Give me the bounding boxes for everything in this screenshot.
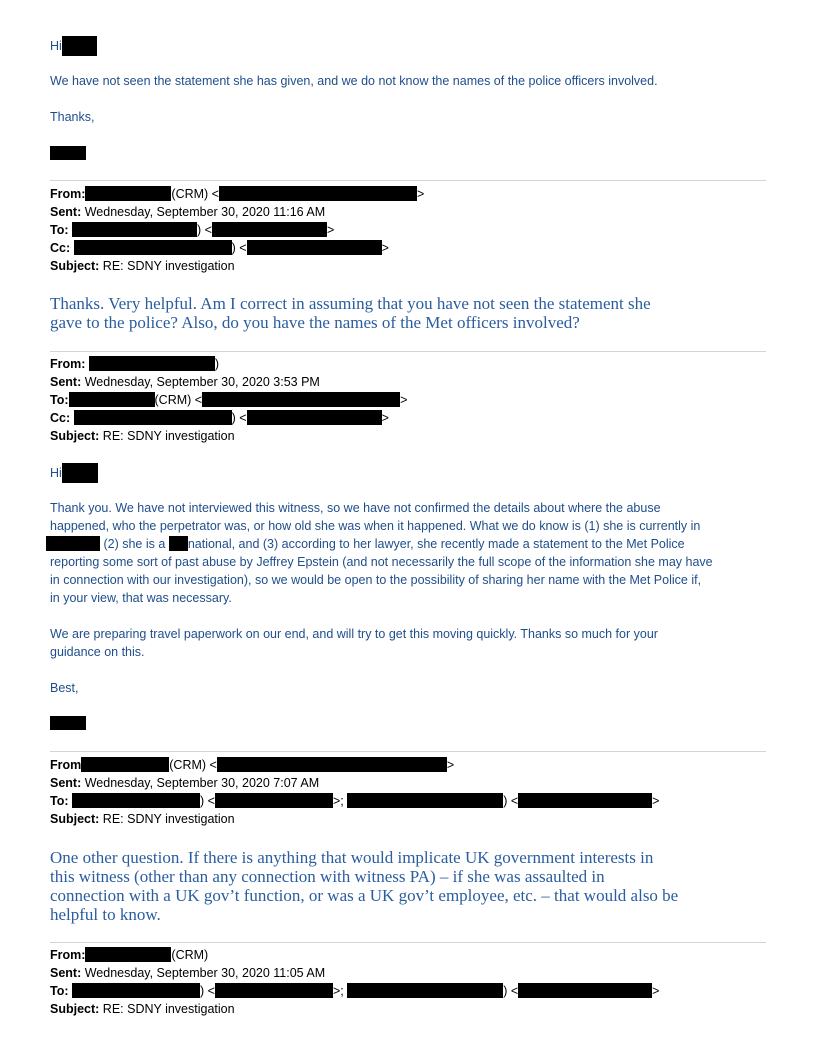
sent-value: Wednesday, September 30, 2020 7:07 AM [84,776,320,790]
cc-text: > [381,411,389,425]
header-sent [50,964,325,982]
header-cc [50,239,389,257]
redaction [62,463,98,483]
from-label: From: [50,357,86,371]
sent-label: Sent: [50,966,82,980]
body-line: happened, who the perpetrator was, or how old she was when it happened. What we do know is (1) she is currently in [50,519,701,533]
to-text: > [326,223,335,237]
to-label: To: [50,223,69,237]
redaction [74,410,232,425]
redaction [518,983,652,998]
redaction [219,186,417,201]
sent-label: Sent: [50,776,82,790]
subject-value: RE: SDNY investigation [102,429,235,443]
greeting-text: Hi [50,39,62,53]
header-from [50,946,208,964]
from-text: > [417,187,425,201]
redaction [89,356,215,371]
from-text: (CRM) < [171,187,219,201]
header-to [50,391,407,409]
redaction [85,186,171,201]
redaction [169,536,188,551]
subject-label: Subject: [50,429,100,443]
subject-label: Subject: [50,812,100,826]
redaction [72,793,200,808]
subject-value: RE: SDNY investigation [102,1002,235,1016]
to-text: > [400,393,408,407]
redaction [215,983,333,998]
body-line: in connection with our investigation), so we would be open to the possibility of sharing her name with the Met Police if, [50,573,702,587]
header-sent [50,203,325,221]
redaction [212,222,327,237]
from-label: From: [50,948,86,962]
sent-label: Sent: [50,205,82,219]
body-line [46,535,685,553]
sent-value: Wednesday, September 30, 2020 3:53 PM [84,375,320,389]
from-text: (CRM) [171,948,209,962]
header-sent [50,373,320,391]
header-sent [50,774,319,792]
message-line: One other question. If there is anything that would implicate UK government interests in [50,848,654,867]
header-to [50,792,659,810]
signoff: Best, [50,681,79,695]
redaction [69,392,155,407]
to-text: ) < [200,794,215,808]
subject-value: RE: SDNY investigation [102,812,235,826]
to-text: ) < [197,223,212,237]
header-subject [50,427,235,445]
subject-label: Subject: [50,1002,100,1016]
subject-label: Subject: [50,259,100,273]
greeting [50,36,97,56]
sent-value: Wednesday, September 30, 2020 11:16 AM [84,205,326,219]
body-line: in your view, that was necessary. [50,591,232,605]
body-text: national, and (3) according to her lawyer, she recently made a statement to the Met Police [187,537,685,551]
to-text: (CRM) < [154,393,203,407]
reply-body-line: We have not seen the statement she has given, and we do not know the names of the police officers involved. [50,74,658,88]
sent-label: Sent: [50,375,82,389]
body-text: (2) she is a [103,537,166,551]
from-text: (CRM) < [169,758,217,772]
cc-text: ) < [231,411,247,425]
redaction [74,240,232,255]
redaction [202,392,400,407]
redaction [247,410,382,425]
message-line: Thanks. Very helpful. Am I correct in assuming that you have not seen the statement she [50,294,651,313]
from-label: From [50,758,82,772]
to-text: ) < [503,794,519,808]
body-line: Thank you. We have not interviewed this witness, so we have not confirmed the details about where the abuse [50,501,661,515]
header-cc [50,409,389,427]
subject-value: RE: SDNY investigation [102,259,235,273]
cc-text: > [381,241,389,255]
from-text: > [446,758,455,772]
redaction [85,947,171,962]
to-label: To: [50,393,69,407]
header-subject [50,1000,235,1018]
divider [50,351,766,352]
divider [50,751,766,752]
redaction [62,36,97,56]
header-subject [50,810,235,828]
body-line: guidance on this. [50,645,145,659]
to-text: > [652,984,660,998]
redaction [217,757,447,772]
to-text: ) < [503,984,519,998]
cc-label: Cc: [50,411,71,425]
header-to [50,221,334,239]
redaction [347,793,503,808]
redaction [72,222,197,237]
cc-text: ) < [231,241,247,255]
to-text: >; [332,794,344,808]
header-subject [50,257,235,275]
header-from [50,185,424,203]
header-from [50,355,219,373]
divider [50,942,766,943]
divider [50,180,766,181]
message-line: connection with a UK gov’t function, or was a UK gov’t employee, etc. – that would also be [50,886,679,905]
greeting [50,463,98,483]
signature-redaction [50,146,86,160]
header-from [50,756,454,774]
message-line: helpful to know. [50,905,161,924]
redaction [347,983,503,998]
redaction [81,757,169,772]
redaction [215,793,333,808]
redaction [247,240,382,255]
to-text: >; [332,984,344,998]
redaction [46,536,100,551]
reply-thanks: Thanks, [50,110,95,124]
to-label: To: [50,794,69,808]
body-line: We are preparing travel paperwork on our end, and will try to get this moving quickly. Thanks so much for your [50,627,658,641]
message-line: this witness (other than any connection with witness PA) – if she was assaulted in [50,867,605,886]
header-to [50,982,659,1000]
from-label: From: [50,187,86,201]
sent-value: Wednesday, September 30, 2020 11:05 AM [84,966,326,980]
body-line: reporting some sort of past abuse by Jeffrey Epstein (and not necessarily the full scope of the information she may have [50,555,713,569]
cc-label: Cc: [50,241,71,255]
message-line: gave to the police? Also, do you have the names of the Met officers involved? [50,313,580,332]
greeting-text: Hi [50,466,62,480]
redaction [72,983,200,998]
to-text: ) < [200,984,215,998]
to-label: To: [50,984,69,998]
signature-redaction [50,716,86,730]
from-text: ) [214,357,220,371]
to-text: > [652,794,660,808]
redaction [518,793,652,808]
